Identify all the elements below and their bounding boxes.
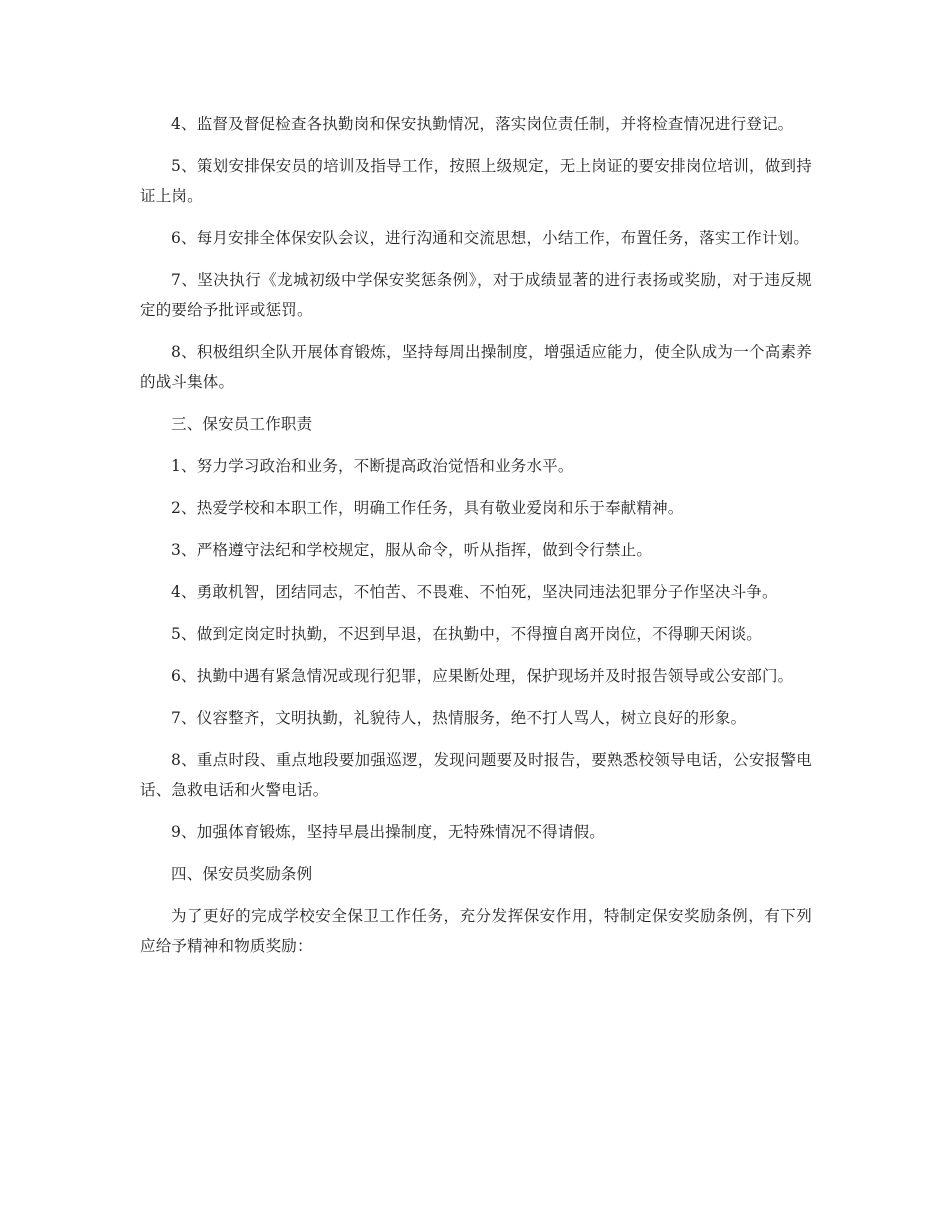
duty-item-4-supervise: 4、监督及督促检查各执勤岗和保安执勤情况，落实岗位责任制，并将检查情况进行登记。	[171, 115, 794, 133]
duty-item-5-training: 5、策划安排保安员的培训及指导工作，按照上级规定，无上岗证的要安排岗位培训，做到持证上岗。	[140, 157, 812, 205]
guard-duty-item-6: 6、执勤中遇有紧急情况或现行犯罪，应果断处理，保护现场并及时报告领导或公安部门。	[171, 667, 794, 685]
guard-duty-item-7: 7、仪容整齐，文明执勤，礼貌待人，热情服务，绝不打人骂人，树立良好的形象。	[171, 709, 747, 727]
document-body	[140, 109, 812, 973]
guard-duty-item-9: 9、加强体育锻炼，坚持早晨出操制度，无特殊情况不得请假。	[171, 823, 605, 841]
guard-duty-item-2: 2、热爱学校和本职工作，明确工作任务，具有敬业爱岗和乐于奉献精神。	[171, 499, 684, 517]
guard-duty-item-3: 3、严格遵守法纪和学校规定，服从命令，听从指挥，做到令行禁止。	[171, 541, 653, 559]
duty-item-7-regulation: 7、坚决执行《龙城初级中学保安奖惩条例》，对于成绩显著的进行表扬或奖励，对于违反规定的要给予批评或惩罚。	[140, 271, 812, 319]
guard-duty-item-4: 4、勇敢机智，团结同志，不怕苦、不畏难、不怕死，坚决同违法犯罪分子作坚决斗争。	[171, 583, 778, 601]
duty-item-6-meeting: 6、每月安排全体保安队会议，进行沟通和交流思想，小结工作，布置任务，落实工作计划。	[171, 229, 810, 247]
guard-duty-item-5: 5、做到定岗定时执勤，不迟到早退，在执勤中，不得擅自离开岗位，不得聊天闲谈。	[171, 625, 762, 643]
section-heading-reward-rules: 四、保安员奖励条例	[171, 865, 313, 883]
reward-intro-paragraph: 为了更好的完成学校安全保卫工作任务，充分发挥保安作用，特制定保安奖励条例，有下列应给予精神和物质奖励：	[140, 907, 812, 955]
section-heading-guard-duties: 三、保安员工作职责	[171, 415, 313, 433]
duty-item-8-exercise: 8、积极组织全队开展体育锻炼，坚持每周出操制度，增强适应能力，使全队成为一个高素养的战斗集体。	[140, 343, 812, 391]
guard-duty-item-8: 8、重点时段、重点地段要加强巡逻，发现问题要及时报告，要熟悉校领导电话，公安报警电话、急救电话和火警电话。	[140, 751, 812, 799]
guard-duty-item-1: 1、努力学习政治和业务，不断提高政治觉悟和业务水平。	[171, 457, 574, 475]
